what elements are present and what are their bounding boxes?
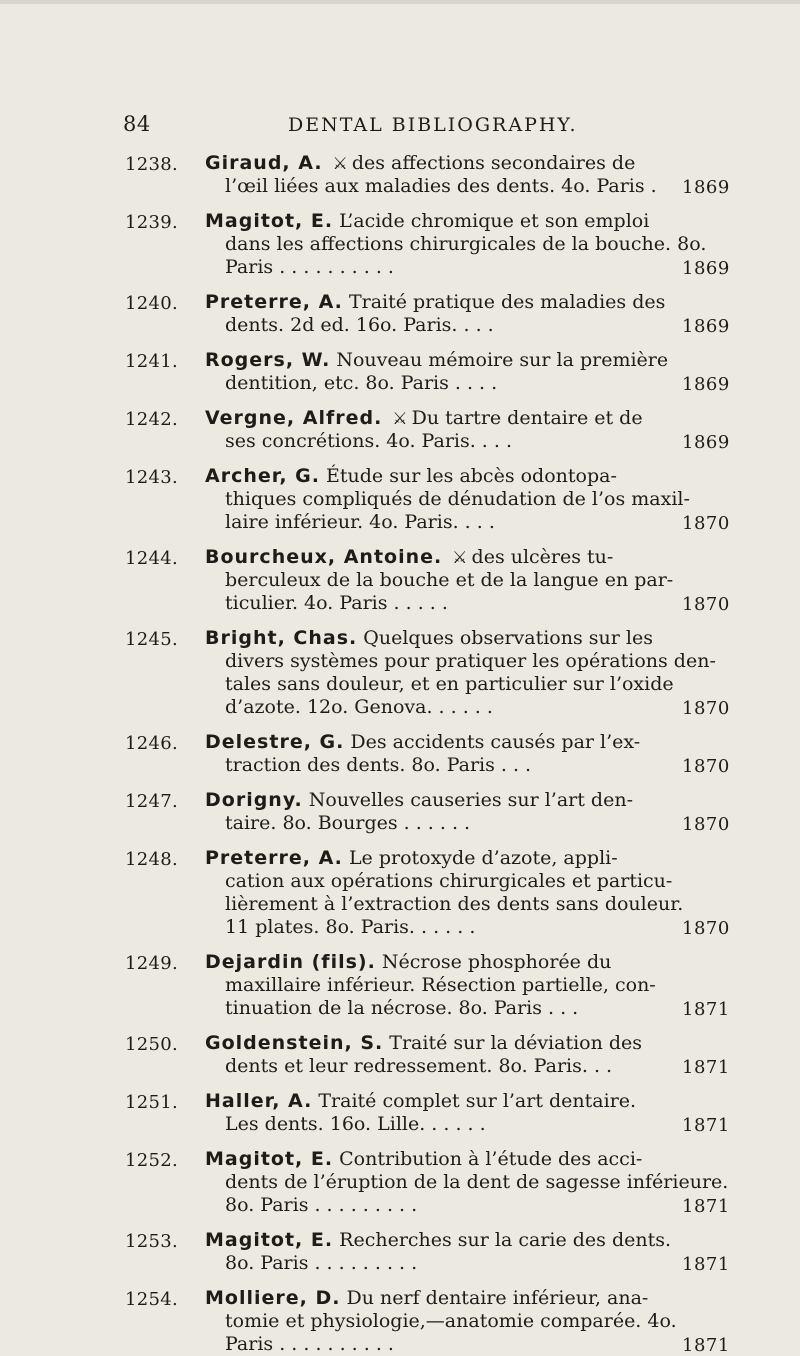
- entry-body: [205, 546, 674, 615]
- entry-first-line: [205, 1090, 660, 1113]
- entry-title-text: Traité pratique des maladies des: [348, 291, 666, 313]
- entry-title-text: Recherches sur la carie des dents.: [339, 1229, 672, 1251]
- entry-continuation-line: traction des dents. 8o. Paris . . .: [225, 754, 532, 776]
- entry-author: Magitot, E.: [205, 1229, 334, 1251]
- entry-continuation-line: laire inférieur. 4o. Paris. . . .: [225, 511, 495, 533]
- entry-title-text: Quelques observations sur les: [363, 627, 653, 649]
- entry-author: Dejardin (fils).: [205, 951, 376, 973]
- entry-year: 1871: [682, 1057, 730, 1078]
- entry-number: 1251.: [125, 1092, 179, 1113]
- entry-continuation-line: tomie et physiologie,—anatomie comparée. 4o.: [225, 1310, 677, 1332]
- entry-number: 1247.: [125, 791, 179, 812]
- page-number: 84: [123, 112, 151, 136]
- entry-author: Vergne, Alfred.: [205, 407, 383, 429]
- entry-author: Bright, Chas.: [205, 627, 358, 649]
- entry-continuation-line: divers systèmes pour pratiquer les opérations den-: [225, 650, 716, 672]
- entry-year: 1870: [682, 918, 730, 939]
- entry-body: [205, 465, 690, 534]
- entry-title-text: Traité complet sur l’art dentaire.: [318, 1090, 637, 1112]
- entry-number: 1240.: [125, 293, 179, 314]
- entry-continuation-line: dentition, etc. 8o. Paris . . . .: [225, 372, 498, 394]
- entry-first-line: [205, 731, 660, 754]
- page-edge: [0, 0, 800, 4]
- entry-continuation-line: Les dents. 16o. Lille. . . . . .: [225, 1113, 486, 1135]
- entry-number: 1239.: [125, 212, 179, 233]
- entry-number: 1254.: [125, 1289, 179, 1310]
- entry-title-text: Étude sur les abcès odontopa-: [326, 465, 617, 487]
- entry-continuation-line: dents. 2d ed. 16o. Paris. . . .: [225, 314, 494, 336]
- crossed-swords-icon: ⚔: [452, 548, 468, 568]
- entry-body: [205, 407, 660, 453]
- entry-author: Magitot, E.: [205, 210, 334, 232]
- entry-title-text: des ulcères tu-: [471, 546, 614, 568]
- entry-author: Preterre, A.: [205, 847, 343, 869]
- entry-continuation-line: ses concrétions. 4o. Paris. . . .: [225, 430, 513, 452]
- entry-continuation-line: thiques compliqués de dénudation de l’os maxil-: [225, 488, 690, 510]
- entry-title-text: Du tartre dentaire et de: [411, 407, 643, 429]
- entry-first-line: [205, 847, 660, 870]
- entry-author: Goldenstein, S.: [205, 1032, 384, 1054]
- entry-number: 1241.: [125, 351, 179, 372]
- entry-author: Bourcheux, Antoine.: [205, 546, 443, 568]
- entry-continuation-line: tinuation de la nécrose. 8o. Paris . . .: [225, 997, 579, 1019]
- entry-first-line: [205, 1148, 660, 1171]
- entry-first-line: [205, 951, 660, 974]
- entry-number: 1246.: [125, 733, 179, 754]
- entry-title-text: Du nerf dentaire inférieur, ana-: [346, 1287, 649, 1309]
- entry-author: Dorigny.: [205, 789, 303, 811]
- entry-year: 1870: [682, 513, 730, 534]
- entry-number: 1252.: [125, 1150, 179, 1171]
- entry-author: Archer, G.: [205, 465, 320, 487]
- entry-body: [205, 1032, 660, 1078]
- crossed-swords-icon: ⚔: [392, 409, 408, 429]
- entry-first-line: [205, 1032, 660, 1055]
- entry-title-text: Des accidents causés par l’ex-: [350, 731, 641, 753]
- entry-year: 1870: [682, 698, 730, 719]
- entry-author: Delestre, G.: [205, 731, 345, 753]
- entry-number: 1244.: [125, 548, 179, 569]
- entry-continuation-line: 8o. Paris . . . . . . . . .: [225, 1194, 418, 1216]
- entry-author: Rogers, W.: [205, 349, 331, 371]
- entry-year: 1871: [682, 1115, 730, 1136]
- entry-first-line: [205, 349, 669, 372]
- entry-year: 1871: [682, 1335, 730, 1356]
- entry-first-line: [205, 627, 660, 650]
- entry-continuation-line: taire. 8o. Bourges . . . . . .: [225, 812, 471, 834]
- entry-body: [205, 1090, 660, 1136]
- entry-body: [205, 1287, 677, 1356]
- entry-author: Giraud, A.: [205, 152, 323, 174]
- entry-continuation-line: maxillaire inférieur. Résection partielle, con-: [225, 974, 656, 996]
- entry-first-line: [205, 210, 660, 233]
- entry-continuation-line: berculeux de la bouche et de la langue en par-: [225, 569, 674, 591]
- entry-number: 1245.: [125, 629, 179, 650]
- entry-title-text: Le protoxyde d’azote, appli-: [348, 847, 618, 869]
- entry-continuation-line: d’azote. 12o. Genova. . . . . .: [225, 696, 493, 718]
- entry-continuation-line: ticulier. 4o. Paris . . . . .: [225, 592, 448, 614]
- entry-title-text: des affections secondaires de: [351, 152, 636, 174]
- entry-body: [205, 152, 660, 198]
- entry-year: 1869: [682, 432, 730, 453]
- entry-first-line: [205, 465, 660, 488]
- entry-continuation-line: tales sans douleur, et en particulier sur l’oxide: [225, 673, 674, 695]
- entry-body: [205, 789, 660, 835]
- entry-continuation-line: lièrement à l’extraction des dents sans douleur.: [225, 893, 684, 915]
- entry-year: 1871: [682, 999, 730, 1020]
- entry-continuation-line: 11 plates. 8o. Paris. . . . . .: [225, 916, 476, 938]
- entry-first-line: [205, 1287, 660, 1310]
- entry-number: 1243.: [125, 467, 179, 488]
- crossed-swords-icon: ⚔: [332, 154, 348, 174]
- entry-body: [205, 291, 666, 337]
- entry-title-text: Traité sur la déviation des: [389, 1032, 643, 1054]
- entry-continuation-line: 8o. Paris . . . . . . . . .: [225, 1252, 418, 1274]
- entry-body: [205, 349, 669, 395]
- entry-year: 1870: [682, 594, 730, 615]
- entry-title-text: L’acide chromique et son emploi: [339, 210, 650, 232]
- entry-year: 1871: [682, 1254, 730, 1275]
- entry-author: Molliere, D.: [205, 1287, 341, 1309]
- entry-first-line: [205, 546, 660, 569]
- entry-year: 1869: [682, 374, 730, 395]
- entry-first-line: [205, 152, 660, 175]
- entry-author: Preterre, A.: [205, 291, 343, 313]
- entry-title-text: Nouveau mémoire sur la première: [336, 349, 669, 371]
- entry-continuation-line: cation aux opérations chirurgicales et particu-: [225, 870, 673, 892]
- entry-year: 1871: [682, 1196, 730, 1217]
- entry-body: [205, 847, 684, 939]
- page-header: [0, 112, 800, 140]
- entry-continuation-line: dents et leur redressement. 8o. Paris. . .: [225, 1055, 613, 1077]
- entry-title-text: Nouvelles causeries sur l’art den-: [308, 789, 633, 811]
- entry-first-line: [205, 291, 666, 314]
- entry-first-line: [205, 789, 660, 812]
- entry-author: Magitot, E.: [205, 1148, 334, 1170]
- entry-continuation-line: Paris . . . . . . . . . .: [225, 1333, 394, 1355]
- entry-number: 1248.: [125, 849, 179, 870]
- entry-number: 1250.: [125, 1034, 179, 1055]
- entry-title-text: Contribution à l’étude des acci-: [339, 1148, 643, 1170]
- running-head: DENTAL BIBLIOGRAPHY.: [288, 114, 578, 136]
- entry-continuation-line: dents de l’éruption de la dent de sagesse inférieure.: [225, 1171, 729, 1193]
- entry-year: 1870: [682, 756, 730, 777]
- entry-year: 1869: [682, 177, 730, 198]
- entry-author: Haller, A.: [205, 1090, 313, 1112]
- entry-number: 1238.: [125, 154, 179, 175]
- entry-body: [205, 1229, 672, 1275]
- entry-body: [205, 731, 660, 777]
- entry-year: 1869: [682, 316, 730, 337]
- entry-number: 1253.: [125, 1231, 179, 1252]
- entry-continuation-line: dans les affections chirurgicales de la bouche. 8o.: [225, 233, 707, 255]
- entry-first-line: [205, 407, 660, 430]
- entry-number: 1242.: [125, 409, 179, 430]
- entry-year: 1869: [682, 258, 730, 279]
- entry-title-text: Nécrose phosphorée du: [381, 951, 612, 973]
- entry-body: [205, 951, 660, 1020]
- entry-year: 1870: [682, 814, 730, 835]
- entry-continuation-line: l’œil liées aux maladies des dents. 4o. Paris .: [225, 175, 657, 197]
- entry-first-line: [205, 1229, 672, 1252]
- entry-number: 1249.: [125, 953, 179, 974]
- entry-continuation-line: Paris . . . . . . . . . .: [225, 256, 394, 278]
